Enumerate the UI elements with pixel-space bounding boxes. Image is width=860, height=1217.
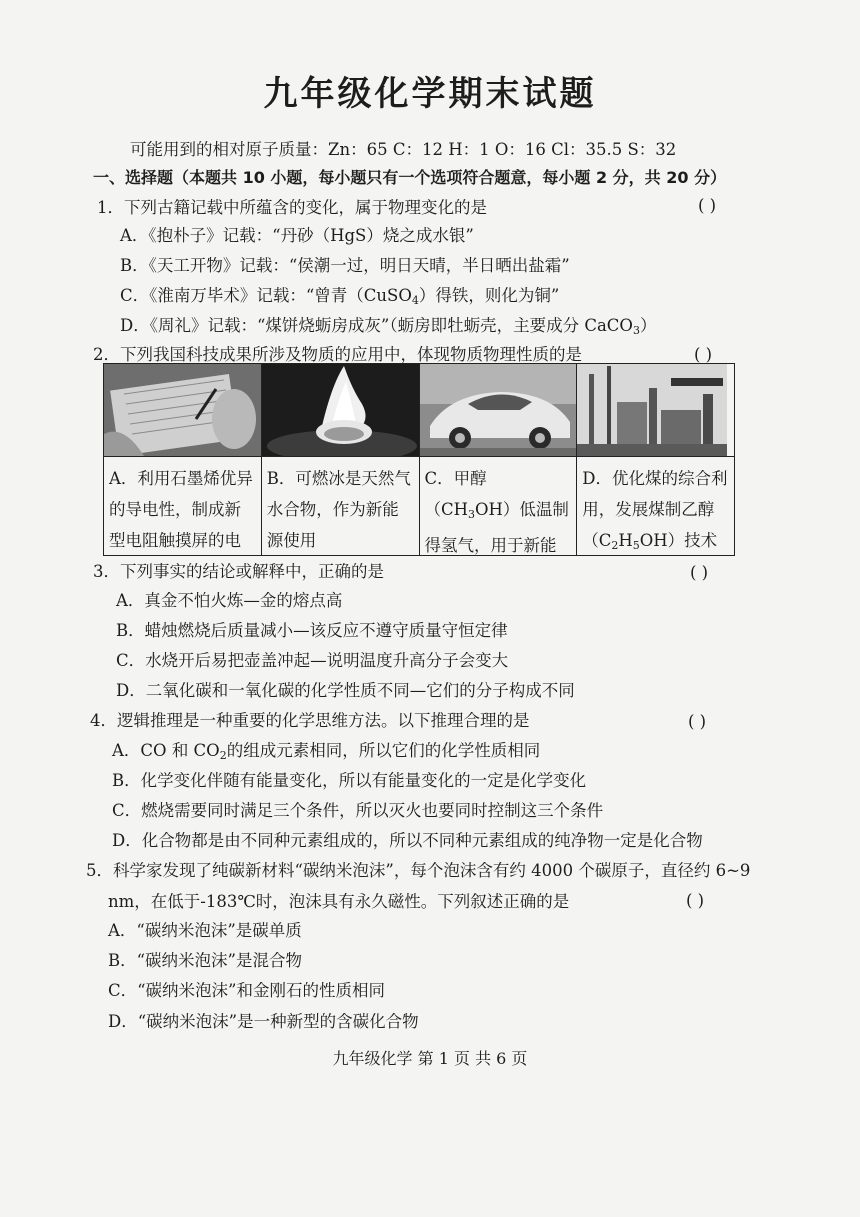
q2-options-table <box>103 363 735 556</box>
touchscreen-photo <box>104 364 261 456</box>
q3-option-c: C．水烧开后易把壶盖冲起—说明温度升高分子会变大 <box>116 651 509 670</box>
q3-option-a: A．真金不怕火炼—金的熔点高 <box>116 591 343 610</box>
q1-stem: 1．下列古籍记载中所蕴含的变化，属于物理变化的是 <box>97 198 487 217</box>
section-heading: 一、选择题（本题共 10 小题，每小题只有一个选项符合题意，每小题 2 分，共 20 分） <box>93 168 727 187</box>
q4-option-d: D．化合物都是由不同种元素组成的，所以不同种元素组成的纯净物一定是化合物 <box>112 831 703 850</box>
q2-image-b <box>261 364 419 457</box>
q1-option-b: B．《天工开物》记载：“侯潮一过，明日天晴，半日晒出盐霜” <box>120 256 570 275</box>
q4-option-a: A．CO 和 $CO_2$的组成元素相同，所以它们的化学性质相同 <box>112 741 541 762</box>
q2-answer-paren: ( ) <box>694 345 713 364</box>
car-photo <box>420 364 577 456</box>
q2-option-c: C．甲醇$(CH_3OH)$低温制得氢气，用于新能 <box>419 457 577 556</box>
q1-option-d: D．《周礼》记载：“煤饼烧蛎房成灰”（蛎房即牡蛎壳，主要成分 CaCO$_3$） <box>120 316 657 337</box>
exam-title: 九年级化学期末试题 <box>263 74 597 114</box>
q5-option-c: C．“碳纳米泡沫”和金刚石的性质相同 <box>108 981 385 1000</box>
q2-option-d: D．优化煤的综合利用，发展煤制乙醇$(C_2H_5OH)$技术 <box>577 457 735 556</box>
page-footer: 九年级化学 第 1 页 共 6 页 <box>332 1049 528 1068</box>
q2-stem: 2．下列我国科技成果所涉及物质的应用中，体现物质物理性质的是 <box>93 345 582 364</box>
q5-option-b: B．“碳纳米泡沫”是混合物 <box>108 951 302 970</box>
q4-option-c: C．燃烧需要同时满足三个条件，所以灭火也要同时控制这三个条件 <box>112 801 604 820</box>
atomic-masses: 可能用到的相对原子质量：Zn：65 C：12 H：1 O：16 Cl：35.5 S：32 <box>130 140 677 159</box>
q2-option-a: A．利用石墨烯优异的导电性，制成新型电阻触摸屏的电 <box>104 457 262 556</box>
factory-photo <box>577 364 734 456</box>
q4-answer-paren: ( ) <box>688 712 707 731</box>
q1-option-a: A．《抱朴子》记载：“丹砂（HgS）烧之成水银” <box>120 226 474 245</box>
q2-image-d <box>577 364 735 457</box>
q5-option-a: A．“碳纳米泡沫”是碳单质 <box>108 921 302 940</box>
q5-option-d: D．“碳纳米泡沫”是一种新型的含碳化合物 <box>108 1012 419 1031</box>
q3-answer-paren: ( ) <box>690 563 709 582</box>
q3-stem: 3．下列事实的结论或解释中，正确的是 <box>93 562 384 581</box>
q3-option-b: B．蜡烛燃烧后质量减小—该反应不遵守质量守恒定律 <box>116 621 508 640</box>
q2-option-b: B．可燃冰是天然气水合物，作为新能源使用 <box>261 457 419 556</box>
q2-image-a <box>104 364 262 457</box>
q4-stem: 4．逻辑推理是一种重要的化学思维方法。以下推理合理的是 <box>90 711 530 730</box>
q3-option-d: D．二氧化碳和一氧化碳的化学性质不同—它们的分子构成不同 <box>116 681 575 700</box>
q1-answer-paren: ( ) <box>698 196 717 215</box>
q5-answer-paren: ( ) <box>686 891 705 910</box>
q1-option-c: C．《淮南万毕术》记载：“曾青（CuSO$_4$）得铁，则化为铜” <box>120 286 560 307</box>
q4-option-b: B．化学变化伴随有能量变化，所以有能量变化的一定是化学变化 <box>112 771 587 790</box>
q5-stem-line2: nm，在低于-183℃时，泡沫具有永久磁性。下列叙述正确的是 <box>108 892 570 911</box>
q5-stem-line1: 5．科学家发现了纯碳新材料“碳纳米泡沫”，每个泡沫含有约 4000 个碳原子，直径约 6~9 <box>86 861 751 880</box>
burning-ice-photo <box>262 364 419 456</box>
q2-image-c <box>419 364 577 457</box>
